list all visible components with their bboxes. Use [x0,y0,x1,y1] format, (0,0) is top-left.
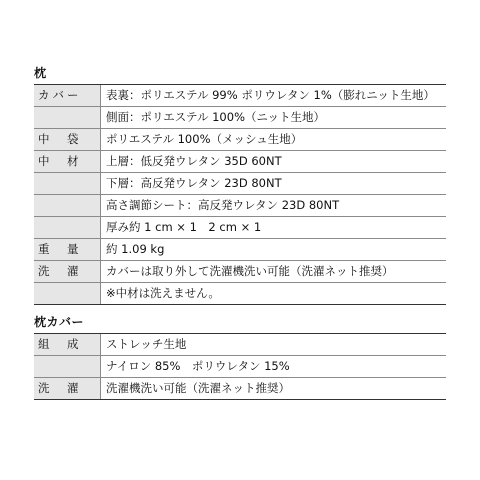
row-value: ストレッチ生地 [100,334,446,355]
row-value: 上層：低反発ウレタン 35D 60NT [100,151,446,172]
table-row [34,378,446,400]
table-row [34,239,446,261]
table-row [34,261,446,283]
row-label [34,356,100,377]
row-value: 表裏：ポリエステル 99% ポリウレタン 1%（膨れニット生地） [100,85,446,106]
row-value: 厚み約 1 cm × 1 2 cm × 1 [100,217,446,238]
row-label: 重 量 [34,239,100,260]
table-row [34,283,446,305]
table-row [34,356,446,378]
pillow-spec-table [34,84,446,305]
pillow-cover-section-title: 枕カバー [34,315,85,329]
row-label: 洗 濯 [34,378,100,399]
row-value: 高さ調節シート：高反発ウレタン 23D 80NT [100,195,446,216]
table-row [34,195,446,217]
table-row [34,151,446,173]
row-label [34,217,100,238]
row-value: 下層：高反発ウレタン 23D 80NT [100,173,446,194]
row-value: 約 1.09 kg [100,239,446,260]
row-label [34,195,100,216]
table-row [34,217,446,239]
row-value: ナイロン 85% ポリウレタン 15% [100,356,446,377]
row-label: 中 袋 [34,129,100,150]
row-label: 組 成 [34,334,100,355]
table-row [34,85,446,107]
table-row [34,107,446,129]
row-value: ポリエステル 100%（メッシュ生地） [100,129,446,150]
row-value: カバーは取り外して洗濯機洗い可能（洗濯ネット推奨） [100,261,446,282]
row-value: 側面：ポリエステル 100%（ニット生地） [100,107,446,128]
row-label: 中 材 [34,151,100,172]
table-row [34,129,446,151]
table-row [34,173,446,195]
row-value: ※中材は洗えません。 [100,283,446,304]
row-value: 洗濯機洗い可能（洗濯ネット推奨） [100,378,446,399]
row-label [34,107,100,128]
pillow-cover-spec-table [34,333,446,400]
row-label: 洗 濯 [34,261,100,282]
row-label [34,173,100,194]
row-label [34,283,100,304]
pillow-section-title: 枕 [34,66,47,80]
table-row [34,334,446,356]
row-label: カバー [34,85,100,106]
